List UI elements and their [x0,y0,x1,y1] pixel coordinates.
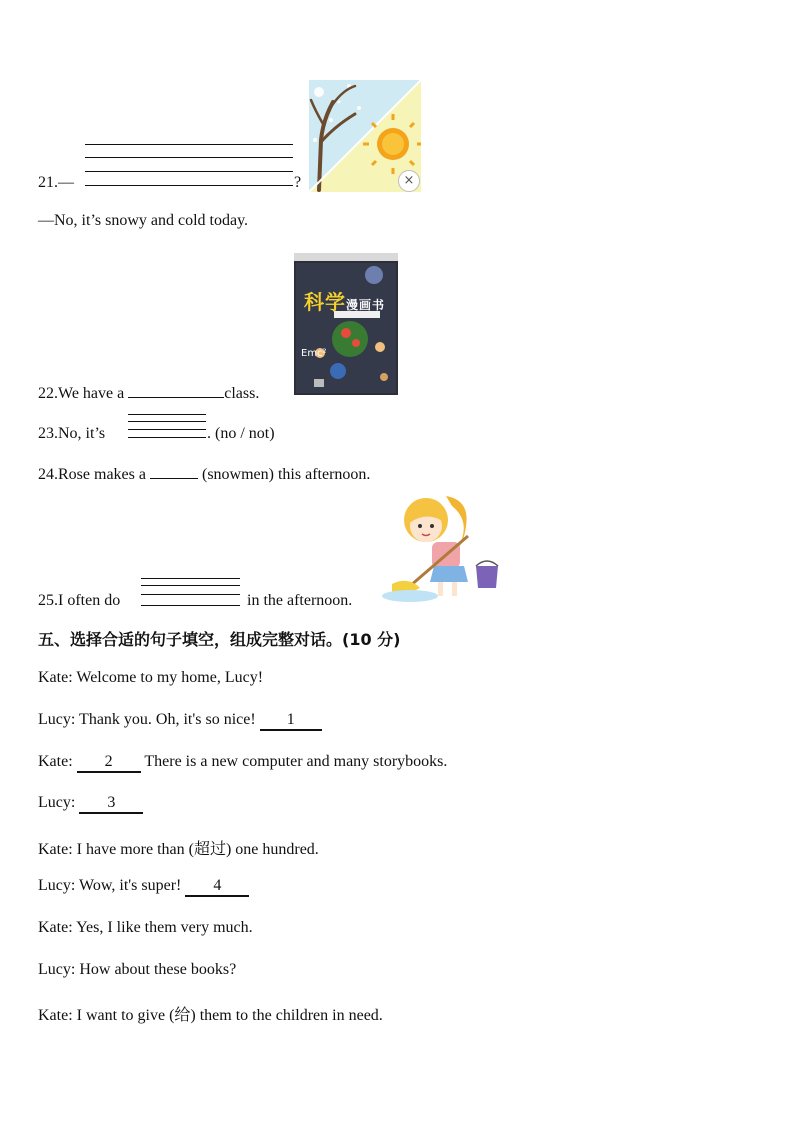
speaker: Kate: [38,841,73,858]
speaker: Lucy: [38,711,76,728]
dialogue-line-5 [38,836,319,859]
q21-number [38,174,74,192]
dialogue-line-3 [38,753,447,773]
speaker: Lucy: [38,877,76,894]
q25-suffix: in the afternoon. [247,592,353,609]
dialogue-text: Thank you. Oh, it's so nice! [79,711,256,728]
q25-prefix: 25.I often do [38,592,121,609]
q23-writing-line-2 [128,421,206,422]
blank-1[interactable]: 1 [260,711,322,731]
q21-writing-line-1 [85,144,293,145]
q22-blank[interactable] [128,381,224,398]
q22-suffix: class. [224,385,260,402]
blank-2[interactable]: 2 [77,753,141,773]
q21-writing-line-2 [85,157,293,158]
speaker: Kate: [38,753,73,770]
dialogue-text: I want to give (给) them to the children in need. [76,1007,383,1024]
book-title-main: 科学 [304,290,346,314]
blank-4[interactable]: 4 [185,877,249,897]
dialogue-line-9 [38,1002,383,1025]
q23-answer-line[interactable] [128,437,206,438]
q24-suffix: (snowmen) this afternoon. [201,466,371,483]
q21-dash: — [58,174,74,191]
dialogue-line-2 [38,711,322,731]
close-glyph: × [403,173,415,188]
q21-answer-line[interactable] [85,185,293,186]
dialogue-text: There is a new computer and many storybooks. [144,753,448,770]
blank-3[interactable]: 3 [79,794,143,814]
speaker: Kate: [38,1007,73,1024]
q25-answer-line[interactable] [141,605,240,606]
dialogue-line-8 [38,961,236,979]
q21-writing-line-3 [85,171,293,172]
science-comic-book-image [294,253,398,395]
girl-mopping-image [380,492,502,604]
q22-prefix: 22.We have a [38,385,125,402]
section-5-title: 五、选择合适的句子填空，组成完整对话。(10 分) [38,630,401,649]
dialogue-text: Welcome to my home, Lucy! [76,669,264,686]
close-icon[interactable] [398,170,420,192]
q25-writing-line-2 [141,585,240,586]
q21-question-mark: ? [294,174,302,191]
dialogue-line-1 [38,669,263,687]
dialogue-line-4 [38,794,143,814]
q25-writing-line-3 [141,594,240,595]
q24 [38,462,370,484]
dialogue-text: I have more than (超过) one hundred. [76,841,319,858]
dialogue-text: Yes, I like them very much. [76,919,253,936]
speaker: Lucy: [38,794,76,811]
dialogue-text: How about these books? [79,961,237,978]
book-title-sub: 漫画书 [346,298,386,312]
q22 [38,381,259,403]
book-title [304,286,385,315]
book-formula: Emc² [301,348,327,359]
speaker: Kate: [38,919,73,936]
dialogue-line-6 [38,877,249,897]
speaker: Lucy: [38,961,76,978]
dialogue-line-7 [38,919,253,937]
q23-suffix: . (no / not) [207,425,275,442]
q21-answer: —No, it’s snowy and cold today. [38,212,249,229]
q23-writing-line-3 [128,429,206,430]
q24-blank[interactable] [150,462,198,479]
q24-prefix: 24.Rose makes a [38,466,146,483]
q23-prefix: 23.No, it’s [38,425,106,442]
q23-writing-line-1 [128,414,206,415]
q21-num: 21. [38,174,58,191]
speaker: Kate: [38,669,73,686]
dialogue-text: Wow, it's super! [79,877,182,894]
q25-writing-line-1 [141,578,240,579]
